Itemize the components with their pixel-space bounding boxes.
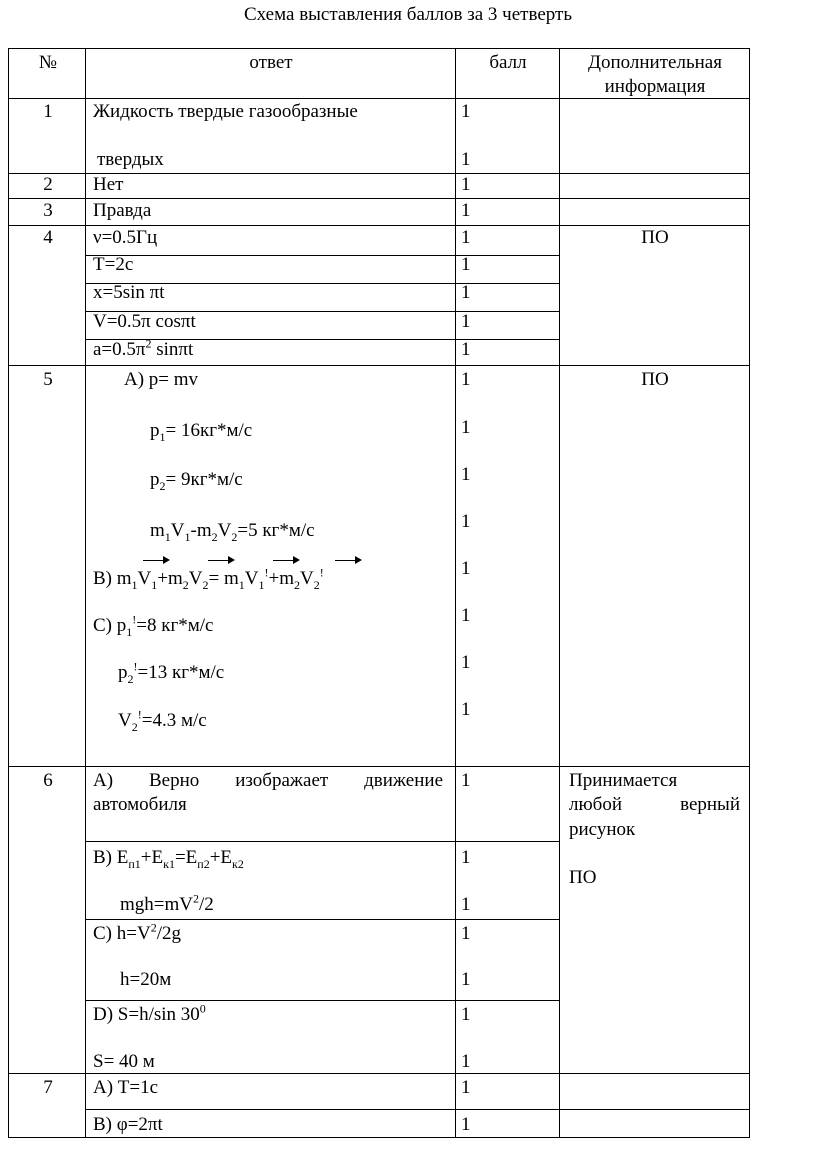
answer-text: $р_1= 16кг*м/с$ xyxy=(150,420,253,444)
score-value: 1 xyxy=(461,699,471,720)
answer-text: x=5sin πt xyxy=(93,282,165,303)
row-number: 4 xyxy=(43,227,53,248)
score-value: 1 xyxy=(461,282,471,303)
vector-arrow-icon xyxy=(335,560,357,561)
sub-row-divider xyxy=(85,841,559,842)
col-divider-2 xyxy=(455,49,456,1137)
answer-text: Жидкость твердые газообразные xyxy=(93,101,358,122)
answer-text: А) Верно изображает движение xyxy=(93,770,444,791)
score-value: 1 xyxy=(461,770,471,791)
score-value: 1 xyxy=(461,254,471,275)
score-value: 1 xyxy=(461,1114,471,1135)
score-value: 1 xyxy=(461,227,471,248)
answer-text: V=0.5π cosπt xyxy=(93,311,196,332)
score-value: 1 xyxy=(461,1077,471,1098)
score-value: 1 xyxy=(461,149,471,170)
info-text: ПО xyxy=(641,369,669,390)
answer-text: $р_2= 9кг*м/с$ xyxy=(150,469,243,493)
row-divider xyxy=(9,1073,749,1074)
score-value: 1 xyxy=(461,1004,471,1025)
answer-text: А) Т=1с xyxy=(93,1077,159,1098)
vector-arrow-icon xyxy=(208,560,230,561)
score-value: 1 xyxy=(461,369,471,390)
header-answer: ответ xyxy=(249,52,293,73)
header-info-line1: Дополнительная xyxy=(588,52,722,73)
row-number: 5 xyxy=(43,369,53,390)
vector-arrow-icon xyxy=(273,560,295,561)
row-number: 7 xyxy=(43,1077,53,1098)
row-divider xyxy=(9,766,749,767)
answer-text: В) $Е_{п1}+Е_{к1}=Е_{п2}+Е_{к2}$ xyxy=(93,847,244,871)
info-text: ПО xyxy=(569,867,597,888)
header-info-line2: информация xyxy=(604,76,706,97)
answer-text: В) φ=2πt xyxy=(93,1114,163,1135)
answer-text: Нет xyxy=(93,174,124,195)
answer-text: Правда xyxy=(93,200,152,221)
answer-text: автомобиля xyxy=(93,794,187,815)
answer-text: $V_2^!=4.3$ м/с xyxy=(118,707,207,734)
score-value: 1 xyxy=(461,311,471,332)
info-text: ПО xyxy=(641,227,669,248)
row-number: 2 xyxy=(43,174,53,195)
answer-text: Т=2с xyxy=(93,254,134,275)
answer-text: $р_2^!=13$ кг*м/с xyxy=(118,659,225,686)
answer-text: D) S=h/sin $30^0$ xyxy=(93,1001,206,1025)
answer-text: С) $р_1^!=8$ кг*м/с xyxy=(93,612,214,639)
row-number: 1 xyxy=(43,101,53,122)
score-value: 1 xyxy=(461,339,471,360)
score-value: 1 xyxy=(461,417,471,438)
score-value: 1 xyxy=(461,969,471,990)
score-value: 1 xyxy=(461,894,471,915)
col-divider-3 xyxy=(559,49,560,1137)
score-value: 1 xyxy=(461,101,471,122)
header-number: № xyxy=(38,52,58,73)
score-value: 1 xyxy=(461,1051,471,1072)
answer-text: $a=0.5\pi^2$ sinπt xyxy=(93,336,194,360)
page-title: Схема выставления баллов за 3 четверть xyxy=(243,4,572,25)
answer-text: $m_1V_1-m_2V_2=5$ кг*м/с xyxy=(150,520,315,544)
answer-text: $mgh=mV^2/2$ xyxy=(120,891,214,915)
info-text: любой верный xyxy=(569,794,740,815)
answer-text: твердых xyxy=(97,149,164,170)
row-number: 3 xyxy=(43,200,53,221)
score-value: 1 xyxy=(461,200,471,221)
row-divider xyxy=(9,98,749,99)
score-value: 1 xyxy=(461,464,471,485)
score-value: 1 xyxy=(461,847,471,868)
sub-row-divider xyxy=(85,1109,749,1110)
answer-text: В) $m_1V_1+m_2V_2= m_1V_1^!+m_2V_2^!$ xyxy=(93,565,324,592)
row-divider xyxy=(9,365,749,366)
sub-row-divider xyxy=(85,1000,559,1001)
answer-text: h=20м xyxy=(120,969,172,990)
header-score: балл xyxy=(489,52,527,73)
info-text: Принимается xyxy=(569,770,678,791)
score-value: 1 xyxy=(461,511,471,532)
score-value: 1 xyxy=(461,605,471,626)
score-value: 1 xyxy=(461,652,471,673)
info-text: рисунок xyxy=(569,819,636,840)
row-number: 6 xyxy=(43,770,53,791)
answer-text: S= 40 м xyxy=(93,1051,155,1072)
score-value: 1 xyxy=(461,558,471,579)
score-value: 1 xyxy=(461,174,471,195)
answer-text: ν=0.5Гц xyxy=(93,227,158,248)
answer-text: С) $h=V^2/2g$ xyxy=(93,920,181,944)
answer-text: А) р= mv xyxy=(124,369,199,390)
score-value: 1 xyxy=(461,923,471,944)
vector-arrow-icon xyxy=(143,560,165,561)
sub-row-divider xyxy=(85,255,559,256)
